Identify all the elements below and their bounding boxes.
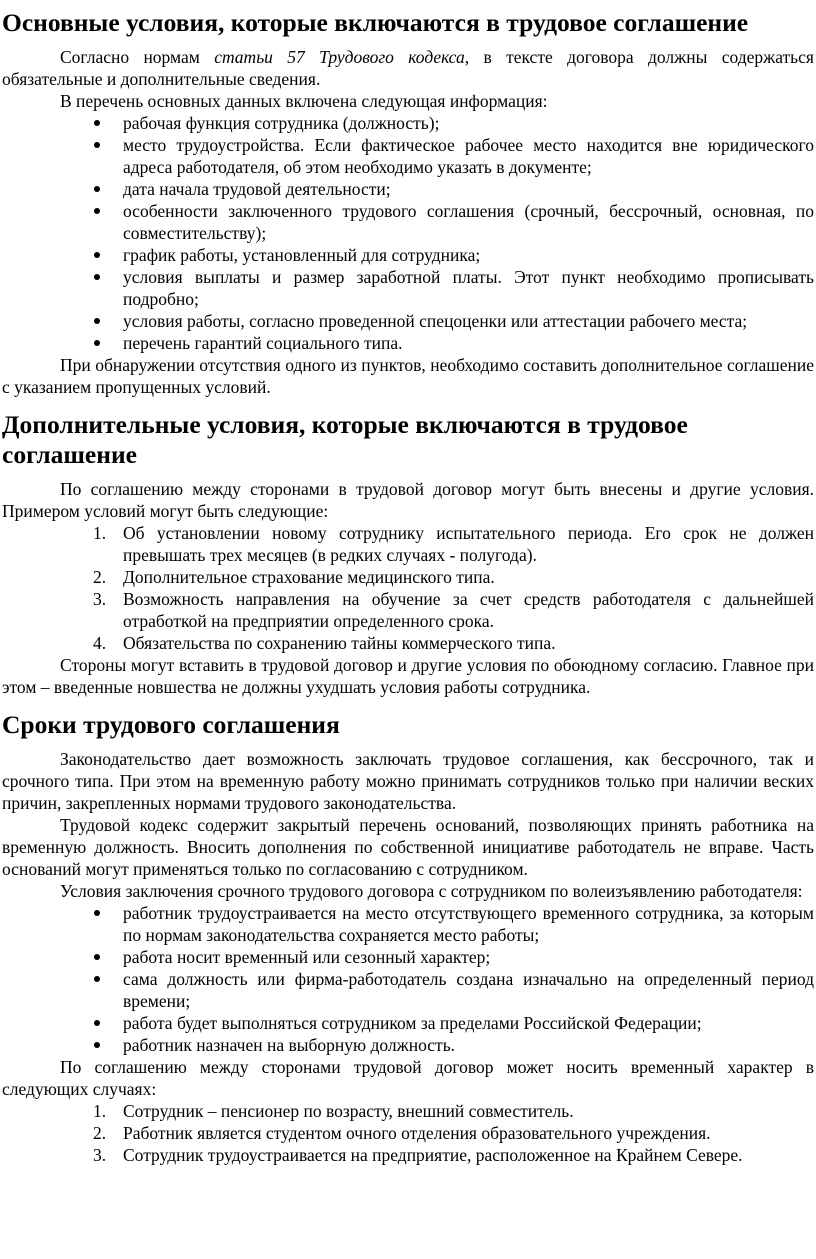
- text-run: Согласно нормам: [60, 47, 215, 67]
- paragraph: Законодательство дает возможность заключать трудовое соглашения, как бессрочного, так и срочного типа. При этом на временную работу можно принимать сотрудников только при наличии веских причин, закрепленных нормами трудового законодательства.: [2, 749, 814, 813]
- list-item-text: Об установлении новому сотруднику испытательного периода. Его срок не должен превышать трех месяцев (в редких случаях - полугода).: [123, 523, 814, 565]
- list-item-text: Дополнительное страхование медицинского типа.: [123, 567, 495, 587]
- paragraph: В перечень основных данных включена следующая информация:: [60, 91, 548, 111]
- list-item: график работы, установленный для сотрудника;: [123, 244, 814, 266]
- numbered-list: [2, 522, 814, 654]
- list-item: работа носит временный или сезонный характер;: [123, 946, 814, 968]
- paragraph: Условия заключения срочного трудового договора с сотрудником по волеизъявлению работодателя:: [60, 881, 803, 901]
- list-number: 4.: [93, 633, 107, 653]
- numbered-list: [2, 1100, 814, 1166]
- list-item: [93, 632, 814, 654]
- list-item: работа будет выполняться сотрудником за пределами Российской Федерации;: [123, 1012, 814, 1034]
- section-heading: Основные условия, которые включаются в трудовое соглашение: [2, 8, 749, 37]
- list-item: [93, 588, 814, 632]
- list-item-text: Сотрудник – пенсионер по возрасту, внешний совместитель.: [123, 1101, 574, 1121]
- paragraph: Трудовой кодекс содержит закрытый перечень оснований, позволяющих принять работника на временную должность. Вносить дополнения по собственной инициативе работодатель не вправе. Часть оснований могут применяться только по согласованию с сотрудником.: [2, 815, 814, 879]
- list-item: [93, 1144, 814, 1166]
- text-run: , в тексте договора должны содержаться обязательные и дополнительные сведения.: [2, 47, 814, 89]
- bullet-list: [2, 112, 814, 354]
- list-item: [93, 1100, 814, 1122]
- paragraph: [2, 46, 814, 90]
- list-item-text: Возможность направления на обучение за счет средств работодателя с дальнейшей отработкой на предприятии определенного срока.: [123, 589, 814, 631]
- list-item: перечень гарантий социального типа.: [123, 332, 814, 354]
- list-item: работник трудоустраивается на место отсутствующего временного сотрудника, за которым по нормам законодательства сохраняется место работы;: [123, 903, 814, 945]
- list-number: 2.: [93, 1123, 107, 1143]
- section-heading: Сроки трудового соглашения: [2, 710, 340, 739]
- list-item: особенности заключенного трудового соглашения (срочный, бессрочный, основная, по совместительству);: [123, 201, 814, 243]
- list-item: работник назначен на выборную должность.: [123, 1034, 814, 1056]
- list-item-text: Работник является студентом очного отделения образовательного учреждения.: [123, 1123, 711, 1143]
- list-number: 3.: [93, 589, 107, 609]
- list-item-text: Обязательства по сохранению тайны коммерческого типа.: [123, 633, 556, 653]
- list-item: [93, 1122, 814, 1144]
- list-number: 1.: [93, 523, 107, 543]
- list-item-text: Сотрудник трудоустраивается на предприятие, расположенное на Крайнем Севере.: [123, 1145, 743, 1165]
- list-item: условия работы, согласно проведенной спецоценки или аттестации рабочего места;: [123, 310, 814, 332]
- list-item: [93, 522, 814, 566]
- list-item: сама должность или фирма-работодатель создана изначально на определенный период времени;: [123, 969, 814, 1011]
- list-item: условия выплаты и размер заработной платы. Этот пункт необходимо прописывать подробно;: [123, 267, 814, 309]
- list-number: 2.: [93, 567, 107, 587]
- list-number: 3.: [93, 1145, 107, 1165]
- list-item: дата начала трудовой деятельности;: [123, 178, 814, 200]
- list-item: рабочая функция сотрудника (должность);: [123, 112, 814, 134]
- list-item: место трудоустройства. Если фактическое рабочее место находится вне юридического адреса работодателя, об этом необходимо указать в документе;: [123, 135, 814, 177]
- list-number: 1.: [93, 1101, 107, 1121]
- paragraph: Стороны могут вставить в трудовой договор и другие условия по обоюдному согласию. Главное при этом – введенные новшества не должны ухудшать условия работы сотрудника.: [2, 655, 814, 697]
- section-heading: Дополнительные условия, которые включаются в трудовое соглашение: [2, 410, 688, 469]
- paragraph: При обнаружении отсутствия одного из пунктов, необходимо составить дополнительное соглашение с указанием пропущенных условий.: [2, 355, 814, 397]
- list-item: [93, 566, 814, 588]
- paragraph: По соглашению между сторонами трудовой договор может носить временный характер в следующих случаях:: [2, 1057, 814, 1099]
- paragraph: По соглашению между сторонами в трудовой договор могут быть внесены и другие условия. Примером условий могут быть следующие:: [2, 479, 814, 521]
- bullet-list: [2, 902, 814, 1056]
- article-reference: статьи 57 Трудового кодекса: [214, 47, 465, 67]
